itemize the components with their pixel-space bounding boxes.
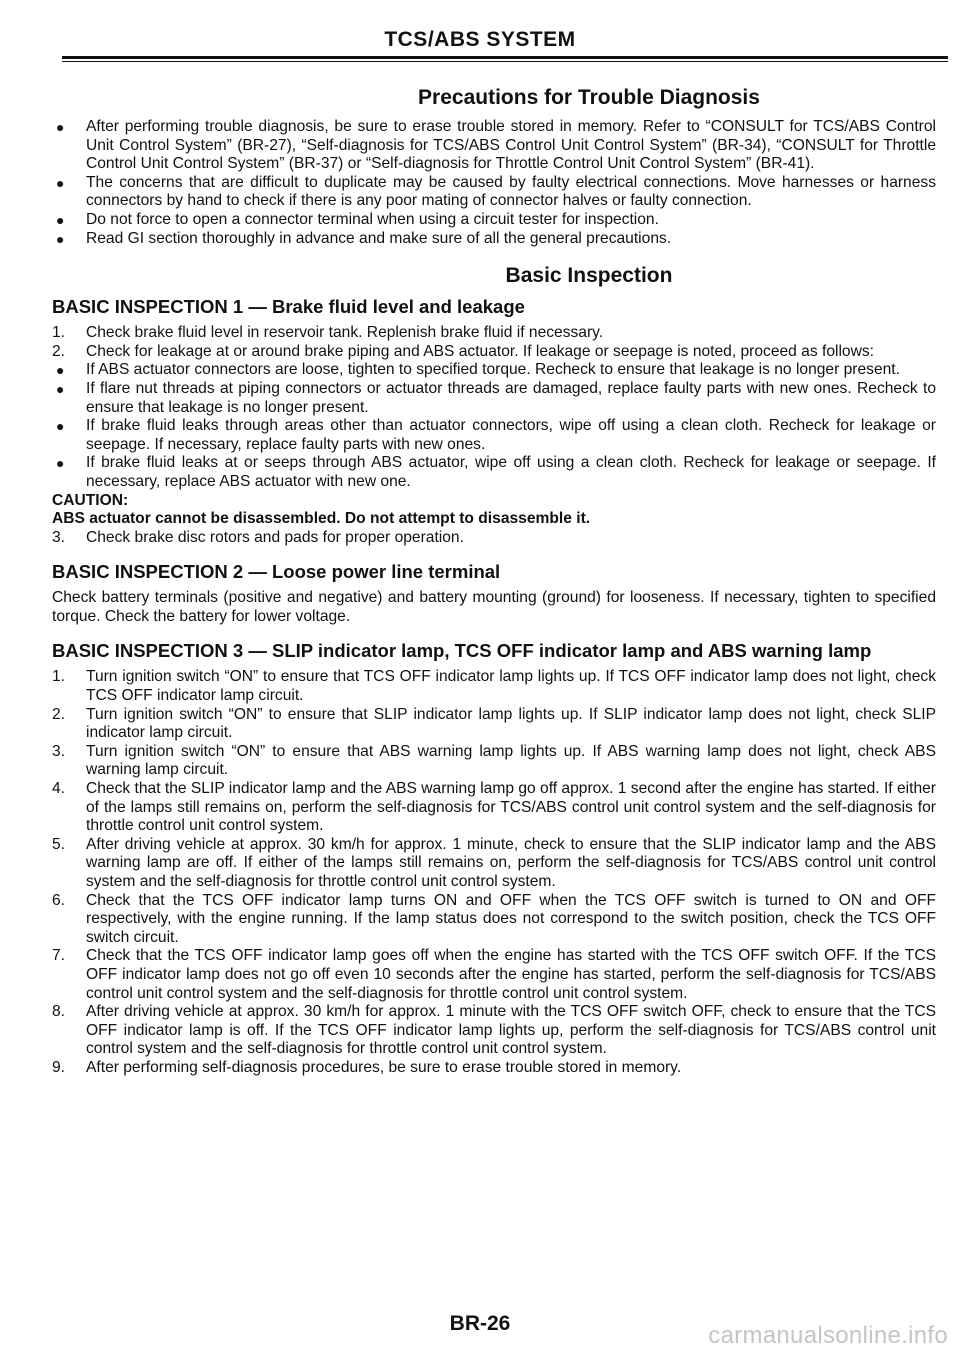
bullet-marker: ● — [56, 362, 65, 379]
page-header-title: TCS/ABS SYSTEM — [384, 28, 576, 51]
precaution-item: ● The concerns that are difficult to duplicate may be caused by faulty electrical connections. Move harnesses or harness connectors by hand to check if there is any poor mating of connector halves or faulty connection. — [56, 173, 936, 210]
page-content — [52, 84, 936, 1078]
inspection-1-bullet: ● If brake fluid leaks through areas other than actuator connectors, wipe off using a clean cloth. Recheck for leakage or seepage. If necessary, replace faulty parts with new ones. — [56, 417, 936, 453]
inspection-3-step: 4. Check that the SLIP indicator lamp and the ABS warning lamp go off approx. 1 second after the engine has started. If either of the lamps still remains on, perform the self-diagnosis for TCS/ABS control unit control system and the self-diagnosis for throttle control unit control system. — [52, 780, 936, 835]
inspection-3-step: 7. Check that the TCS OFF indicator lamp goes off when the engine has started with the TCS OFF switch OFF. If the TCS OFF indicator lamp does not go off even 10 seconds after the engine has started, perform the self-diagnosis for TCS/ABS control unit control system and the self-diagnosis for throttle control unit control system. — [52, 947, 936, 1002]
inspection-1-step: 1. Check brake fluid level in reservoir tank. Replenish brake fluid if necessary. — [52, 324, 604, 342]
bullet-marker: ● — [56, 418, 65, 435]
site-watermark: carmanualsonline.info — [708, 1322, 948, 1349]
inspection-3-step: 2. Turn ignition switch “ON” to ensure that SLIP indicator lamp lights up. If SLIP indicator lamp does not light, check SLIP indicator lamp circuit. — [52, 705, 936, 742]
page-number: BR-26 — [449, 1312, 511, 1335]
inspection-1-bullet: ● If flare nut threads at piping connectors or actuator threads are damaged, replace faulty parts with new ones. Recheck to ensure that leakage is no longer present. — [56, 379, 936, 416]
inspection-2-heading: BASIC INSPECTION 2 — Loose power line terminal — [52, 561, 501, 583]
inspection-3-step: 5. After driving vehicle at approx. 30 km/h for approx. 1 minute, check to ensure that the SLIP indicator lamp and the ABS warning lamp are off. If either of the lamps still remains on, perform the self-diagnosis for TCS/ABS control unit control system and the self-diagnosis for throttle control unit control system. — [52, 835, 936, 890]
precautions-title: Precautions for Trouble Diagnosis — [418, 86, 760, 109]
bullet-marker: ● — [56, 119, 65, 135]
inspection-1-heading: BASIC INSPECTION 1 — Brake fluid level and leakage — [52, 296, 525, 318]
inspection-3-step: 6. Check that the TCS OFF indicator lamp turns ON and OFF when the TCS OFF switch is turned to ON and OFF respectively, with the engine running. If the lamp status does not correspond to the switch position, check the TCS OFF switch circuit. — [52, 891, 936, 946]
inspection-2-text: Check battery terminals (positive and negative) and battery mounting (ground) for looseness. If necessary, tighten to specified torque. Check the battery for lower voltage. — [52, 589, 936, 625]
bullet-marker: ● — [56, 230, 65, 247]
inspection-1-step: 3. Check brake disc rotors and pads for proper operation. — [52, 528, 464, 546]
bullet-marker: ● — [56, 211, 65, 228]
inspection-3-step: 3. Turn ignition switch “ON” to ensure that ABS warning lamp lights up. If ABS warning lamp does not light, check ABS warning lamp circuit. — [52, 742, 936, 779]
basic-inspection-title: Basic Inspection — [505, 264, 673, 288]
inspection-3-step: 8. After driving vehicle at approx. 30 km/h for approx. 1 minute with the TCS OFF switch OFF, check to ensure that the TCS OFF indicator lamp is off. If the TCS OFF indicator lamp lights up, perform the self-diagnosis for TCS/ABS control unit control system and the self-diagnosis for throttle control unit control system. — [52, 1003, 936, 1058]
caution-label: CAUTION: — [52, 491, 129, 509]
bullet-marker: ● — [56, 380, 65, 397]
precaution-item: ● Do not force to open a connector terminal when using a circuit tester for inspection. — [56, 210, 659, 228]
inspection-1-bullet: ● If ABS actuator connectors are loose, tighten to specified torque. Recheck to ensure that leakage is no longer present. — [56, 361, 900, 379]
bullet-marker: ● — [56, 455, 65, 472]
inspection-3-step: 9. After performing self-diagnosis procedures, be sure to erase trouble stored in memory. — [52, 1058, 682, 1076]
header-rule-thick — [62, 56, 948, 59]
inspection-1-step: 2. Check for leakage at or around brake piping and ABS actuator. If leakage or seepage is noted, proceed as follows: — [52, 342, 874, 360]
precaution-item: ● After performing trouble diagnosis, be sure to erase trouble stored in memory. Refer to “CONSULT for TCS/ABS Control Unit Control System” (BR-27), “Self-diagnosis for TCS/ABS Control Unit Control System” (BR-34), “CONSULT for Throttle Control Unit Control System” (BR-37) or “Self-diagnosis for Throttle Control Unit Control System” (BR-41). — [56, 118, 936, 173]
inspection-3-step: 1. Turn ignition switch “ON” to ensure that TCS OFF indicator lamp lights up. If TCS OFF indicator lamp does not light, check TCS OFF indicator lamp circuit. — [52, 668, 936, 705]
header-rule-thin — [62, 61, 948, 62]
bullet-marker: ● — [56, 174, 65, 191]
precaution-item: ● Read GI section thoroughly in advance and make sure of all the general precautions. — [56, 229, 672, 247]
caution-text: ABS actuator cannot be disassembled. Do not attempt to disassemble it. — [52, 510, 591, 528]
inspection-1-bullet: ● If brake fluid leaks at or seeps through ABS actuator, wipe off using a clean cloth. Recheck for leakage or seepage. If necessary, replace ABS actuator with new one. — [56, 454, 936, 490]
inspection-3-heading: BASIC INSPECTION 3 — SLIP indicator lamp, TCS OFF indicator lamp and ABS warning lamp — [52, 640, 872, 662]
